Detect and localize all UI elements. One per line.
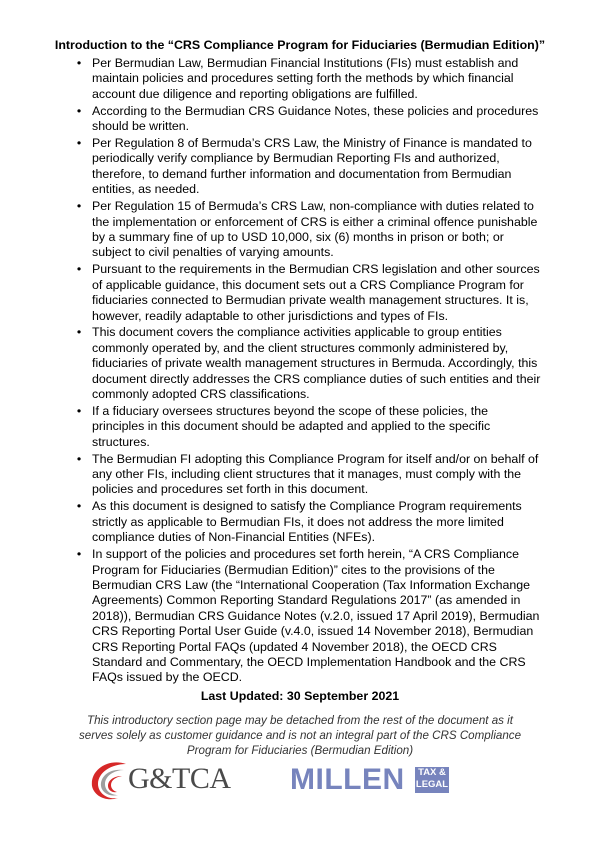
list-item xyxy=(76,325,542,402)
bullet-text: As this document is designed to satisfy the Compliance Program requirements strictly as applicable to Bermudian FIs, it does not address the more limited compliance duties of Non-Financial Entities (NFEs). xyxy=(92,499,522,545)
bullet-text: Pursuant to the requirements in the Bermudian CRS legislation and other sources of applicable guidance, this document sets out a CRS Compliance Program for fiduciaries connected to Bermudian private wealth management structures. It is, however, readily adaptable to other jurisdictions and types of FIs. xyxy=(92,262,540,323)
millen-logo xyxy=(290,763,450,799)
list-item xyxy=(76,136,542,198)
list-item xyxy=(76,103,542,135)
bullet-icon: • xyxy=(76,547,82,562)
list-item xyxy=(76,403,542,450)
bullet-text: Per Bermudian Law, Bermudian Financial Institutions (FIs) must establish and maintain policies and procedures setting forth the methods by which financial account due diligence and reporting obligations are fulfilled. xyxy=(92,56,519,101)
document-title: Introduction to the “CRS Compliance Program for Fiduciaries (Bermudian Edition)” xyxy=(54,38,546,52)
list-item xyxy=(76,56,542,102)
bullet-icon: • xyxy=(76,499,82,514)
bullet-text: According to the Bermudian CRS Guidance Notes, these policies and procedures should be written. xyxy=(92,103,539,134)
bullet-icon: • xyxy=(76,199,82,214)
bullet-icon: • xyxy=(76,403,82,418)
bullet-icon: • xyxy=(76,103,82,118)
list-item xyxy=(76,499,542,545)
tax-label: TAX & xyxy=(418,767,446,778)
bullet-text: The Bermudian FI adopting this Compliance Program for itself and/or on behalf of any other FIs, including client structures that it manages, must comply with the policies and procedures set forth in this document. xyxy=(92,451,539,497)
bullet-text: Per Regulation 8 of Bermuda’s CRS Law, the Ministry of Finance is mandated to periodically verify compliance by Bermudian Reporting FIs and authorized, therefore, to demand further information and documentation from Bermudian entities, as needed. xyxy=(92,136,532,197)
gtca-swoosh-icon xyxy=(86,758,132,802)
bullet-text: This document covers the compliance activities applicable to group entities commonly operated by, and the client structures commonly administered by, fiduciaries of private wealth management structures in Bermuda. Accordingly, this document directly addresses the CRS compliance duties of such entities and their commonly adopted CRS classifications. xyxy=(92,325,541,402)
bullet-icon: • xyxy=(76,325,82,340)
bullet-icon: • xyxy=(76,136,82,151)
tax-legal-badge xyxy=(415,767,449,793)
bullet-text: If a fiduciary oversees structures beyond the scope of these policies, the principles in this document should be adapted and applied to the specific structures. xyxy=(92,403,491,449)
bullet-icon: • xyxy=(76,451,82,466)
bullet-icon: • xyxy=(76,262,82,277)
gtca-wordmark: G&TCA xyxy=(128,762,231,795)
list-item xyxy=(76,262,542,324)
list-item xyxy=(76,199,542,261)
detachment-note: This introductory section page may be detached from the rest of the document as it serves solely as customer guidance and is not an integral part of the CRS Compliance Program for Fiduciaries (Bermudian Edition) xyxy=(78,714,522,758)
legal-label: LEGAL xyxy=(415,779,449,790)
bullet-text: Per Regulation 15 of Bermuda’s CRS Law, non-compliance with duties related to the implementation or enforcement of CRS is either a criminal offence punishable by a summary fine of up to USD 10,000, six (6) months in prison or both; or subject to civil penalties of varying amounts. xyxy=(92,199,538,260)
list-item xyxy=(76,451,542,498)
list-item xyxy=(76,547,542,686)
millen-wordmark: MILLEN xyxy=(290,763,405,796)
bullet-text: In support of the policies and procedures set forth herein, “A CRS Compliance Program for Fiduciaries (Bermudian Edition)” cites to the provisions of the Bermudian CRS Law (the “International Cooperation (Tax Information Exchange Agreements) Common Reporting Standard Regulations 2017” (as amended in 2018)), Bermudian CRS Guidance Notes (v.2.0, issued 17 April 2019), Bermudian CRS Reporting Portal User Guide (v.4.0, issued 14 November 2018), Bermudian CRS Reporting Portal FAQs (updated 4 November 2018), the OECD CRS Standard and Commentary, the OECD Implementation Handbook and the CRS FAQs issued by the OECD. xyxy=(92,547,540,685)
last-updated: Last Updated: 30 September 2021 xyxy=(200,689,400,703)
bullet-icon: • xyxy=(76,56,82,70)
gtca-logo xyxy=(86,758,262,802)
bullet-list xyxy=(76,56,542,687)
